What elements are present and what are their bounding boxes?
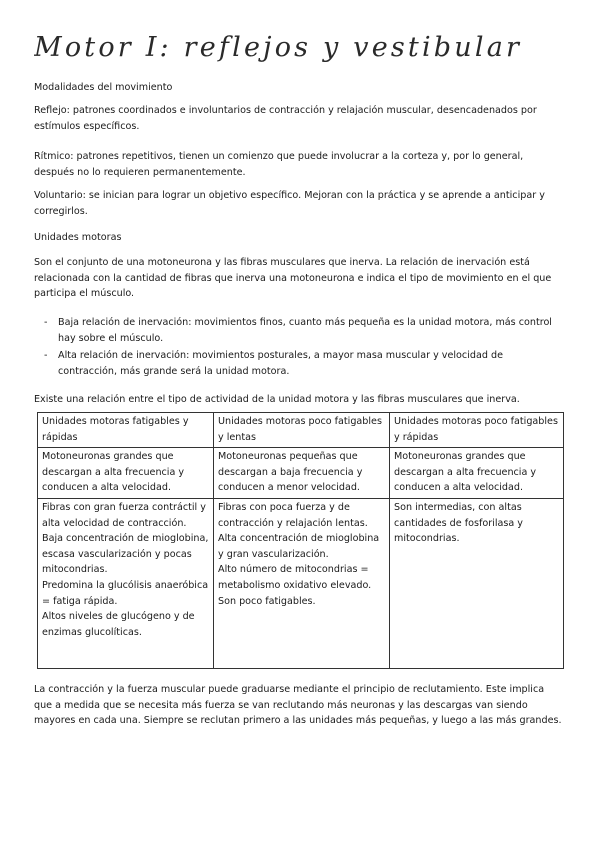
cell-line: Baja concentración de mioglobina, escasa vascularización y pocas mitocondrias.: [42, 533, 209, 576]
cell-line: Son poco fatigables.: [218, 595, 316, 607]
paragraph-reflejo: Reflejo: patrones coordinados e involuntarios de contracción y relajación muscular, desencadenados por estímulos específicos.: [34, 105, 537, 132]
cell-line: Son intermedias, con altas cantidades de fosforilasa y mitocondrias.: [394, 501, 523, 545]
paragraph-reclutamiento: La contracción y la fuerza muscular puede graduarse mediante el principio de reclutamiento. Este implica que a medida que se necesita más fuerza se van reclutando más neuronas y las descargas van siendo mayores en cada una. Siempre se reclutan primero a las unidades más pequeñas, y luego a las más grandes.: [34, 684, 562, 727]
bullet-list-inervacion: [44, 315, 564, 381]
cell-line: Predomina la glucólisis anaeróbica = fatiga rápida.: [42, 579, 209, 607]
list-item: - Baja relación de inervación: movimientos finos, cuanto más pequeña es la unidad motora, más control hay sobre el músculo.: [44, 315, 564, 346]
heading-unidades-motoras: Unidades motoras: [34, 232, 122, 243]
paragraph-unidades-intro: Son el conjunto de una motoneurona y las fibras musculares que inerva. La relación de inervación está relacionada con la cantidad de fibras que inerva una motoneurona e indica el tipo de movimiento en el que participa el músculo.: [34, 257, 552, 300]
cell-line: Altos niveles de glucógeno y de enzimas glucolíticas.: [42, 611, 195, 638]
paragraph-ritmico: Rítmico: patrones repetitivos, tienen un comienzo que puede involucrar a la corteza y, por lo general, después no lo requieren permanentemente.: [34, 151, 524, 178]
table-cell: [38, 498, 214, 668]
cell-line: Alto número de mitocondrias = metabolismo oxidativo elevado.: [218, 564, 372, 591]
table-header-cell: Unidades motoras fatigables y rápidas: [38, 413, 214, 448]
table-cell: [390, 498, 564, 668]
table-cell: Motoneuronas grandes que descargan a alta frecuencia y conducen a alta velocidad.: [390, 448, 564, 499]
paragraph-voluntario: Voluntario: se inician para lograr un objetivo específico. Mejoran con la práctica y se aprende a anticipar y corregirlos.: [34, 190, 545, 217]
table-row: [38, 448, 564, 499]
paragraph-table-intro: Existe una relación entre el tipo de actividad de la unidad motora y las fibras musculares que inerva.: [34, 394, 520, 405]
table-cell: [214, 498, 390, 668]
heading-modalidades: Modalidades del movimiento: [34, 82, 173, 93]
table-header-row: [38, 413, 564, 448]
cell-line: Fibras con gran fuerza contráctil y alta velocidad de contracción.: [42, 501, 206, 529]
page-title: Motor I: reflejos y vestibular: [34, 32, 523, 63]
table-header-cell: Unidades motoras poco fatigables y lentas: [214, 413, 390, 448]
table-header-cell: Unidades motoras poco fatigables y rápidas: [390, 413, 564, 448]
table-cell: Motoneuronas grandes que descargan a alta frecuencia y conducen a alta velocidad.: [38, 448, 214, 499]
cell-line: Alta concentración de mioglobina y gran vascularización.: [218, 533, 380, 560]
motor-units-table: [37, 412, 564, 669]
table-row: [38, 498, 564, 668]
list-item: - Alta relación de inervación: movimientos posturales, a mayor masa muscular y velocidad de contracción, más grande será la unidad motora.: [44, 348, 564, 379]
cell-line: Fibras con poca fuerza y de contracción y relajación lentas.: [218, 501, 368, 529]
table-cell: Motoneuronas pequeñas que descargan a baja frecuencia y conducen a menor velocidad.: [214, 448, 390, 499]
